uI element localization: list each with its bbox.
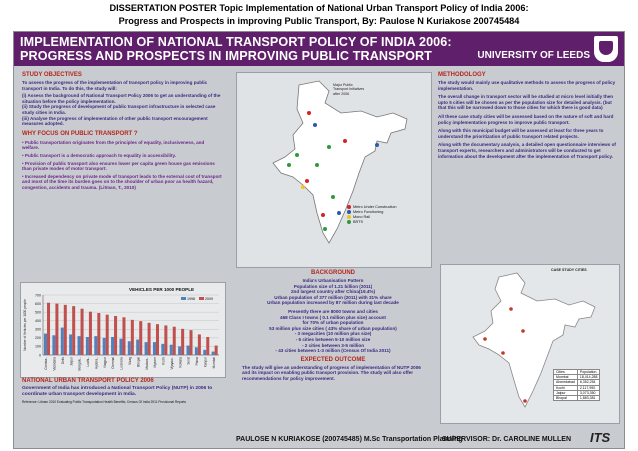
x-tick-label: Vadodara	[52, 357, 57, 371]
india-transport-map	[236, 72, 432, 268]
objectives-heading: STUDY OBJECTIVES	[22, 72, 82, 78]
case-map-title: CASE STUDY CITIES	[551, 268, 587, 272]
methodology-paragraph: The study would mainly use qualitative methods to assess the progress of policy implementation.	[438, 80, 616, 91]
focus-bullet: • Provision of public transport also ensures lower per capita green house gas emissions than private modes of motor transport.	[22, 160, 215, 172]
x-tick-label: Surat	[186, 357, 191, 365]
bar	[52, 335, 55, 355]
bar	[47, 303, 50, 355]
y-tick-label: 200	[35, 336, 41, 341]
bar	[195, 347, 198, 355]
background-line: 53 million plus size cities ( 43% share of urban population)	[269, 325, 397, 331]
supervisor-credit: SUPERVISOR: Dr. CAROLINE MULLEN	[442, 436, 571, 443]
bar	[139, 321, 142, 355]
case-study-map	[440, 264, 620, 424]
bar	[103, 338, 106, 355]
objective-item: (i) Assess the background of National Transport Policy 2006 to get an understanding of the situation before the policy implementation.	[22, 93, 221, 104]
x-tick-label: Delhi	[60, 357, 65, 365]
methodology-paragraph: The overall change in transport sector will be studied at micro level initially then upto 5 cities will be chosen as per the population size for detailed analysis. (but that this will be narrowed down to those cities for which there is good data)	[438, 94, 614, 111]
university-name: UNIVERSITY OF LEEDS	[477, 50, 590, 61]
bar	[86, 337, 89, 355]
expected-heading: EXPECTED OUTCOME	[300, 356, 366, 363]
table-row: Ahmedabad 6,352,254	[554, 380, 600, 385]
background-heading: BACKGROUND	[311, 270, 355, 276]
bar	[89, 312, 92, 355]
bar	[145, 342, 148, 355]
chart-title: VEHICLES PER 1000 PEOPLE	[129, 287, 195, 292]
nutp-heading: NATIONAL URBAN TRANSPORT POLICY 2006	[22, 378, 154, 384]
background-line: for 70% of urban population	[302, 320, 364, 326]
x-tick-label: Hydera..	[94, 357, 99, 370]
population-table	[553, 369, 600, 401]
background-line: Urban population of 377 million (2011) with 31% share	[274, 294, 392, 300]
background-line: Urban population increased by 87 million during last decade	[267, 300, 399, 306]
table-row: Bhopal 1,883,381	[554, 396, 600, 401]
focus-bullet: • Increased dependency on private mode of transport leads to the external cost of transport and most of the time its burden goes on to the shoulder of urban poor as health hazard, congestion, accidents and trauma. (Litman, T., 2010)	[22, 173, 222, 190]
background-line: Population size of 1.21 billion (2011)	[293, 283, 373, 289]
bar	[170, 345, 173, 355]
nutp-body: Government of India has introduced a National Transport Policy (NUTP) in 2006 to coordinate urban transport development in India.	[22, 386, 213, 397]
background-line: 2nd largest country after China(19.4%)	[291, 289, 375, 295]
bar	[203, 350, 206, 355]
bar	[55, 304, 58, 355]
poster	[13, 31, 625, 449]
vehicles-chart-panel	[20, 282, 226, 378]
x-tick-label: Chennai	[111, 357, 116, 369]
bar	[44, 334, 47, 355]
x-tick-label: Vizag	[128, 357, 132, 365]
focus-bullet: • Public transport is a democratic approach to equality in accessibility.	[22, 152, 176, 158]
x-tick-label: Coimba..	[44, 357, 49, 370]
y-tick-label: 100	[35, 344, 41, 349]
y-tick-label: 700	[35, 293, 41, 298]
x-tick-label: Mumbai	[211, 357, 216, 369]
bar	[131, 320, 134, 355]
x-tick-label: Patna	[195, 357, 200, 366]
x-tick-label: Mysore	[153, 357, 158, 368]
page-header-line1: DISSERTATION POSTER Topic Implementation of National Urban Transport Policy of India 2006:	[109, 3, 529, 13]
bar	[128, 341, 131, 355]
methodology-heading: METHODOLOGY	[438, 72, 486, 78]
methodology-paragraph: Along with this municipal budget will be assessed at least for three years to understand the prioritization of public transport related projects.	[438, 128, 604, 139]
x-tick-label: Bhopal	[136, 357, 141, 367]
focus-heading: WHY FOCUS ON PUBLIC TRANSPORT ?	[22, 130, 138, 137]
bar	[122, 317, 125, 355]
table-row: Jaipur 3,073,350	[554, 390, 600, 395]
bar	[106, 315, 109, 355]
y-tick-label: 0	[39, 353, 41, 358]
bar	[186, 346, 189, 355]
reference-text: Reference: Litman 2010 Evaluating Public Transportation Health Benefits; Census Of India 2011 Provisional Reports	[22, 400, 187, 404]
x-tick-label: Bengalu..	[77, 357, 82, 371]
methodology-section	[438, 72, 620, 159]
x-tick-label: Nagpur	[102, 357, 107, 368]
x-tick-label: Madura..	[144, 357, 149, 370]
x-tick-label: Kanpur	[203, 357, 208, 368]
poster-title-line2: PROGRESS AND PROSPECTS IN IMPROVING PUBLIC TRANSPORT	[20, 49, 432, 63]
legend-label: 2009	[205, 296, 213, 301]
bar	[136, 340, 139, 355]
objective-item: (iii) Analyse the progress of implementation of other public transport encouragement measures adopted.	[22, 115, 208, 127]
bar	[81, 309, 84, 355]
bar	[181, 329, 184, 355]
poster-title	[20, 35, 490, 63]
objective-item: (ii) Study the progress of development of public transport infrastructure in selected case study cities in India.	[22, 104, 216, 115]
objectives-section	[22, 72, 222, 191]
bar	[72, 306, 75, 355]
x-tick-label: Vijayaw..	[169, 357, 174, 370]
x-tick-label: Kolkata	[178, 357, 183, 368]
legend-label: 1998	[187, 296, 195, 301]
table-row: Mumbai 18,414,288	[554, 375, 600, 380]
bar	[69, 334, 72, 355]
india-map-svg	[237, 73, 431, 267]
bar	[148, 323, 151, 355]
legend-item: Metro Under Construction	[347, 205, 396, 210]
methodology-paragraph: All these case study cities will be assessed based on the nature of soft and hard policy implementation progress to improve public transport.	[438, 113, 614, 125]
background-line: Presently there are 8000 towns and cities	[288, 308, 378, 314]
x-tick-label: Jaipur	[69, 357, 74, 366]
background-line: - 3 megacities (10 million plus size)	[294, 331, 372, 337]
y-tick-label: 500	[35, 310, 41, 315]
bar	[94, 336, 97, 355]
bar	[173, 327, 176, 355]
bar	[164, 325, 167, 355]
y-tick-label: 600	[35, 301, 41, 306]
background-subheading: India's Urbanisation Pattern	[302, 278, 364, 283]
table-row: Kochi 2,117,990	[554, 385, 600, 390]
bar	[119, 339, 122, 355]
bar	[198, 334, 201, 355]
legend-item: Metro Functioning	[347, 210, 396, 215]
poster-title-line1: IMPLEMENTATION OF NATIONAL TRANSPORT POLICY OF INDIA 2006:	[20, 35, 452, 49]
page-header-line2: Progress and Prospects in improving Public Transport, By: Paulose N Kuriakose 200745484	[118, 16, 520, 26]
background-line: 468 Class I towns ( 0.1 million plus size) account	[280, 314, 386, 320]
bar	[215, 346, 218, 355]
table-header-row: Cities Population	[554, 370, 600, 375]
vehicles-chart	[21, 283, 225, 377]
bar	[114, 316, 117, 355]
bar	[61, 328, 64, 355]
its-logo: ITS	[590, 430, 611, 445]
x-tick-label: Ludhi..	[86, 357, 91, 367]
map-title: Major Public Transport Initiatives after 2006	[333, 83, 365, 96]
x-tick-label: Lucknow	[119, 357, 124, 370]
poster-banner	[14, 32, 624, 66]
bar	[156, 324, 159, 355]
bar	[161, 344, 164, 355]
page-header	[0, 2, 638, 28]
background-line: - 5 cities between 5-10 million size	[295, 336, 371, 342]
bar	[153, 342, 156, 355]
author-credit: PAULOSE N KURIAKOSE (200745485) M.Sc Transportation Planning	[236, 436, 463, 443]
focus-bullet: • Public transportation originates from the principles of equality, inclusiveness, and welfare.	[22, 139, 205, 151]
y-tick-label: 400	[35, 319, 41, 324]
y-axis-label: Number of Vehicles per 1000 people	[23, 299, 27, 351]
bar	[178, 346, 181, 355]
legend-swatch	[199, 297, 204, 300]
bar	[97, 313, 100, 355]
objectives-intro: To assess the progress of the implementation of transport policy in improving public transport in India. To do this, the study will:	[22, 80, 208, 91]
bar	[212, 352, 215, 355]
methodology-paragraph: Along with the documentary analysis, a detailed open questionnaire interviews of transport experts, researchers and administrators will be conducted to get information about the development after the implementation of Transport policy.	[438, 142, 616, 159]
expected-body: The study will give an understanding of progress of implementation of NUTP 2006 and its impact on enabling public transport provision. The study will also offer recommendations for policy improvement.	[242, 364, 421, 381]
bar	[206, 337, 209, 355]
background-line: - 2 cities between 3-5 million	[301, 342, 365, 348]
legend-swatch	[181, 297, 186, 300]
university-crest-icon	[594, 36, 618, 62]
nutp-section	[22, 378, 226, 404]
background-section	[234, 270, 432, 382]
bar	[189, 330, 192, 355]
bar	[78, 336, 81, 355]
y-tick-label: 300	[35, 327, 41, 332]
bar	[111, 337, 114, 355]
bar	[64, 305, 67, 355]
legend-item: BRTS	[347, 220, 396, 225]
x-tick-label: Kochi	[161, 357, 166, 365]
background-line: - 43 cities between 1-3 million (Census Of India 2011)	[275, 348, 391, 354]
map-legend	[347, 205, 396, 225]
legend-item: Mono Rail	[347, 215, 396, 220]
